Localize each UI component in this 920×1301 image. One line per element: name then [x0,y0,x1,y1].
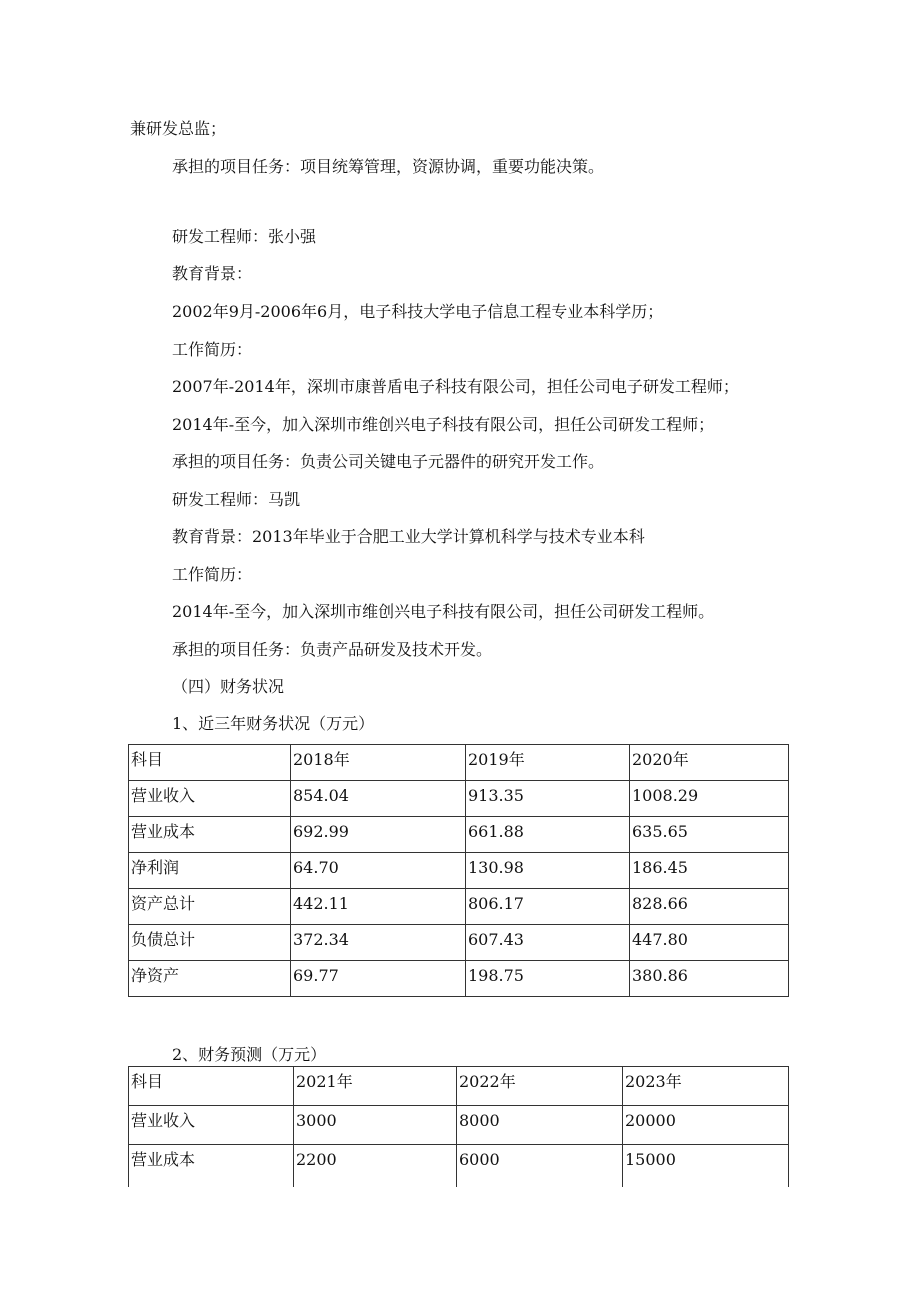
table-header-row [129,1067,789,1106]
row-label-cell: 营业成本 [129,817,291,853]
value-cell: 6000 [457,1145,623,1188]
paragraph-line: 工作简历： [172,565,253,584]
table-row [129,1106,789,1145]
value-cell: 20000 [623,1106,789,1145]
value-cell: 442.11 [291,889,466,925]
header-cell: 2020年 [630,745,789,781]
value-cell: 447.80 [630,925,789,961]
financial-forecast-table [128,1066,789,1187]
value-cell: 130.98 [466,853,630,889]
value-cell: 913.35 [466,781,630,817]
table-row [129,961,789,997]
section-heading: （四）财务状况 [172,677,285,696]
table-row [129,781,789,817]
table-row [129,853,789,889]
row-label-cell: 负债总计 [129,925,291,961]
paragraph-line: 研发工程师：张小强 [172,227,317,246]
header-cell: 2023年 [623,1067,789,1106]
paragraph-line: 兼研发总监； [130,119,227,138]
value-cell: 661.88 [466,817,630,853]
header-cell: 2022年 [457,1067,623,1106]
value-cell: 607.43 [466,925,630,961]
paragraph-line: 承担的项目任务：项目统筹管理，资源协调，重要功能决策。 [172,157,605,176]
value-cell: 3000 [294,1106,457,1145]
table-caption: 2、财务预测（万元） [172,1045,327,1064]
table-header-row [129,745,789,781]
value-cell: 372.34 [291,925,466,961]
header-cell: 科目 [129,1067,294,1106]
header-cell: 科目 [129,745,291,781]
paragraph-line: 工作简历： [172,340,253,359]
table-row [129,889,789,925]
paragraph-line: 2007年-2014年，深圳市康普盾电子科技有限公司，担任公司电子研发工程师； [172,377,739,396]
header-cell: 2018年 [291,745,466,781]
value-cell: 806.17 [466,889,630,925]
value-cell: 198.75 [466,961,630,997]
row-label-cell: 资产总计 [129,889,291,925]
value-cell: 69.77 [291,961,466,997]
paragraph-line: 2014年-至今，加入深圳市维创兴电子科技有限公司，担任公司研发工程师。 [172,602,715,621]
paragraph-line: 2002年9月-2006年6月，电子科技大学电子信息工程专业本科学历； [172,302,664,321]
paragraph-line: 研发工程师：马凯 [172,490,301,509]
paragraph-line: 教育背景： [172,264,253,283]
header-cell: 2021年 [294,1067,457,1106]
header-cell: 2019年 [466,745,630,781]
paragraph-line: 2014年-至今，加入深圳市维创兴电子科技有限公司，担任公司研发工程师； [172,415,715,434]
row-label-cell: 净利润 [129,853,291,889]
financial-status-table [128,744,789,997]
value-cell: 692.99 [291,817,466,853]
value-cell: 2200 [294,1145,457,1188]
value-cell: 8000 [457,1106,623,1145]
value-cell: 186.45 [630,853,789,889]
row-label-cell: 营业成本 [129,1145,294,1188]
table-row [129,1145,789,1188]
value-cell: 854.04 [291,781,466,817]
value-cell: 380.86 [630,961,789,997]
value-cell: 1008.29 [630,781,789,817]
table-row [129,925,789,961]
value-cell: 635.65 [630,817,789,853]
paragraph-line: 教育背景：2013年毕业于合肥工业大学计算机科学与技术专业本科 [172,527,645,546]
value-cell: 828.66 [630,889,789,925]
row-label-cell: 净资产 [129,961,291,997]
value-cell: 64.70 [291,853,466,889]
paragraph-line: 承担的项目任务：负责公司关键电子元器件的研究开发工作。 [172,452,605,471]
table-caption: 1、近三年财务状况（万元） [172,714,375,733]
paragraph-line: 承担的项目任务：负责产品研发及技术开发。 [172,640,493,659]
row-label-cell: 营业收入 [129,781,291,817]
value-cell: 15000 [623,1145,789,1188]
row-label-cell: 营业收入 [129,1106,294,1145]
table-row [129,817,789,853]
